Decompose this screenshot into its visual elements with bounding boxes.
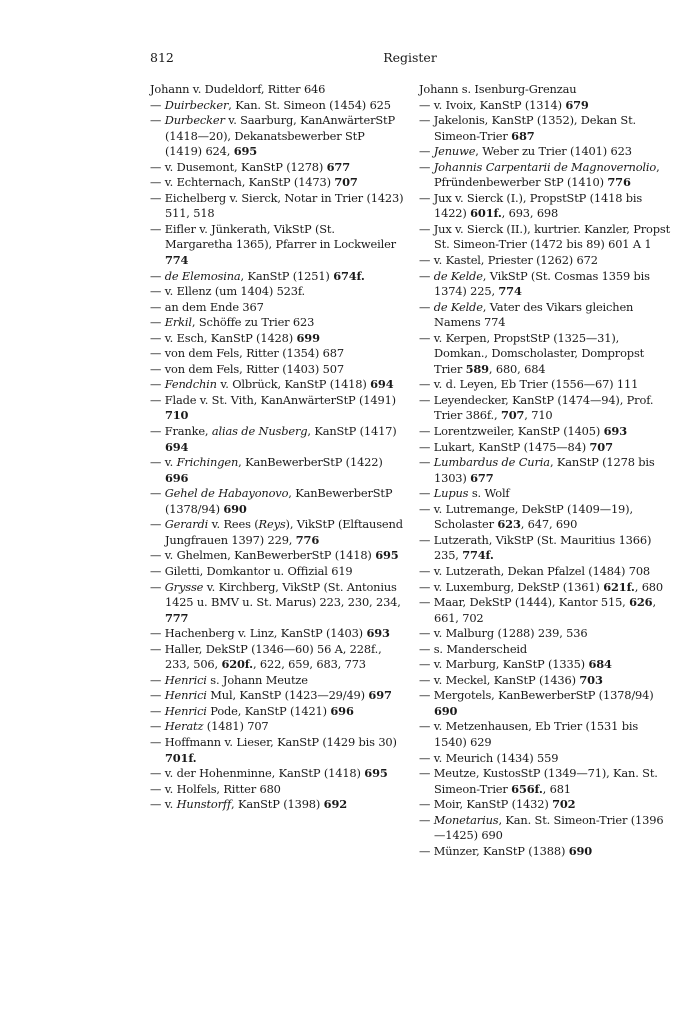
index-entry: — Eifler v. Jünkerath, VikStP (St. Margaretha 1365), Pfarrer in Lockweiler 774 [150,221,396,268]
index-entry: — Fendchin v. Olbrück, KanStP (1418) 694 [150,377,394,392]
index-entry: — Jux v. Sierck (II.), kurtrier. Kanzler, Propst St. Simeon-Trier (1472 bis 89) 601 A 1 [419,221,671,252]
index-entry: — v. Meckel, KanStP (1436) 703 [419,672,603,687]
index-entry: — v. Ivoix, KanStP (1314) 679 [419,97,589,112]
index-entry: — v. der Hohenminne, KanStP (1418) 695 [150,766,388,781]
index-entry: — Lupus s. Wolf [419,486,510,501]
index-entry: — v. Esch, KanStP (1428) 699 [150,330,320,345]
index-entry: — v. Ellenz (um 1404) 523f. [150,284,306,299]
index-entry: — Henrici s. Johann Meutze [150,672,308,687]
index-entry: — Hachenberg v. Linz, KanStP (1403) 693 [150,626,390,641]
index-entry: — Heratz (1481) 707 [150,719,269,734]
index-entry: — Meutze, KustosStP (1349—71), Kan. St. Simeon-Trier 656f., 681 [419,766,658,796]
index-entry: — v. d. Leyen, Eb Trier (1556—67) 111 [419,377,639,392]
index-entry: — Münzer, KanStP (1388) 690 [419,843,593,858]
index-entry: — v. Kerpen, PropstStP (1325—31), Domkan., Domscholaster, Dompropst Trier 589, 680, 684 [419,330,645,376]
page-number: 812 [150,50,174,65]
index-entry: — Duirbecker, Kan. St. Simeon (1454) 625 [150,97,391,112]
index-entry: — v. Hunstorff, KanStP (1398) 692 [150,797,347,812]
left-column [150,82,405,813]
index-entry: — Henrici Mul, KanStP (1423—29/49) 697 [150,688,392,703]
index-entry: — Eichelberg v. Sierck, Notar in Trier (1423) 511, 518 [150,190,404,221]
index-entry: — Johannis Carpentarii de Magnovernolio, Pfründenbewerber StP (1410) 776 [419,159,660,190]
index-entry: — Jenuwe, Weber zu Trier (1401) 623 [419,144,632,159]
index-entry: — v. Kastel, Priester (1262) 672 [419,253,598,268]
index-entry: — Flade v. St. Vith, KanAnwärterStP (1491) 710 [150,392,396,423]
index-entry: — Leyendecker, KanStP (1474—94), Prof. Trier 386f., 707, 710 [419,392,654,423]
index-entry: — Lukart, KanStP (1475—84) 707 [419,439,613,454]
index-entry: Johann s. Isenburg-Grenzau [419,82,577,96]
index-entry: — an dem Ende 367 [150,299,264,314]
right-column [419,82,674,859]
index-entry: — Moir, KanStP (1432) 702 [419,797,576,812]
index-entry: — Franke, alias de Nusberg, KanStP (1417) 694 [150,424,397,454]
index-entry: — Mergotels, KanBewerberStP (1378/94) 690 [419,688,654,718]
index-entry: — de Kelde, Vater des Vikars gleichen Namens 774 [419,299,634,330]
index-entry: Johann v. Dudeldorf, Ritter 646 [150,82,326,96]
index-entry: — v. Luxemburg, DekStP (1361) 621f., 680 [419,579,663,594]
index-entry: — Jakelonis, KanStP (1352), Dekan St. Simeon-Trier 687 [419,113,636,143]
index-entry: — Monetarius, Kan. St. Simeon-Trier (1396—1425) 690 [419,812,664,843]
index-entry: — Giletti, Domkantor u. Offizial 619 [150,563,353,578]
index-entry: — v. Dusemont, KanStP (1278) 677 [150,159,350,174]
index-entry: — Jux v. Sierck (I.), PropstStP (1418 bis 1422) 601f., 693, 698 [419,190,643,221]
index-entry: — v. Marburg, KanStP (1335) 684 [419,657,612,672]
index-entry: — v. Meurich (1434) 559 [419,750,559,765]
index-entry: — v. Lutremange, DekStP (1409—19), Scholaster 623, 647, 690 [419,501,633,532]
index-entry: — Gehel de Habayonovo, KanBewerberStP (1378/94) 690 [150,486,393,516]
index-entry: — Grysse v. Kirchberg, VikStP (St. Antonius 1425 u. BMV u. St. Marus) 223, 230, 234, 777 [150,579,401,625]
index-entry: — v. Echternach, KanStP (1473) 707 [150,175,358,190]
index-entry: — Durbecker v. Saarburg, KanAnwärterStP (1418—20), Dekanatsbewerber StP (1419) 624, 695 [150,113,395,159]
index-entry: — Maar, DekStP (1444), Kantor 515, 626, 661, 702 [419,595,656,625]
index-entry: — de Kelde, VikStP (St. Cosmas 1359 bis 1374) 225, 774 [419,268,650,299]
index-entry: — v. Malburg (1288) 239, 536 [419,626,588,641]
index-entry: — v. Lutzerath, Dekan Pfalzel (1484) 708 [419,563,651,578]
running-title: Register [383,50,437,65]
index-entry: — Gerardi v. Rees (Reys), VikStP (Elftausend Jungfrauen 1397) 229, 776 [150,517,403,547]
index-entry: — v. Holfels, Ritter 680 [150,781,281,796]
index-entry: — Lorentzweiler, KanStP (1405) 693 [419,424,627,439]
index-entry: — Lumbardus de Curia, KanStP (1278 bis 1303) 677 [419,455,655,485]
index-entry: — v. Frichingen, KanBewerberStP (1422) 696 [150,455,383,485]
index-entry: — von dem Fels, Ritter (1403) 507 [150,361,344,376]
index-entry: — v. Ghelmen, KanBewerberStP (1418) 695 [150,548,399,563]
index-entry: — Lutzerath, VikStP (St. Mauritius 1366) 235, 774f. [419,532,652,563]
index-entry: — de Elemosina, KanStP (1251) 674f. [150,268,365,283]
index-entry: — Erkil, Schöffe zu Trier 623 [150,315,315,330]
index-entry: — von dem Fels, Ritter (1354) 687 [150,346,344,361]
index-entry: — Henrici Pode, KanStP (1421) 696 [150,703,354,718]
index-entry: — Hoffmann v. Lieser, KanStP (1429 bis 30) 701f. [150,734,397,765]
page-header [0,50,700,70]
index-entry: — Haller, DekStP (1346—60) 56 A, 228f., 233, 506, 620f., 622, 659, 683, 773 [150,641,382,672]
index-entry: — v. Metzenhausen, Eb Trier (1531 bis 1540) 629 [419,719,639,749]
index-entry: — s. Manderscheid [419,641,528,656]
